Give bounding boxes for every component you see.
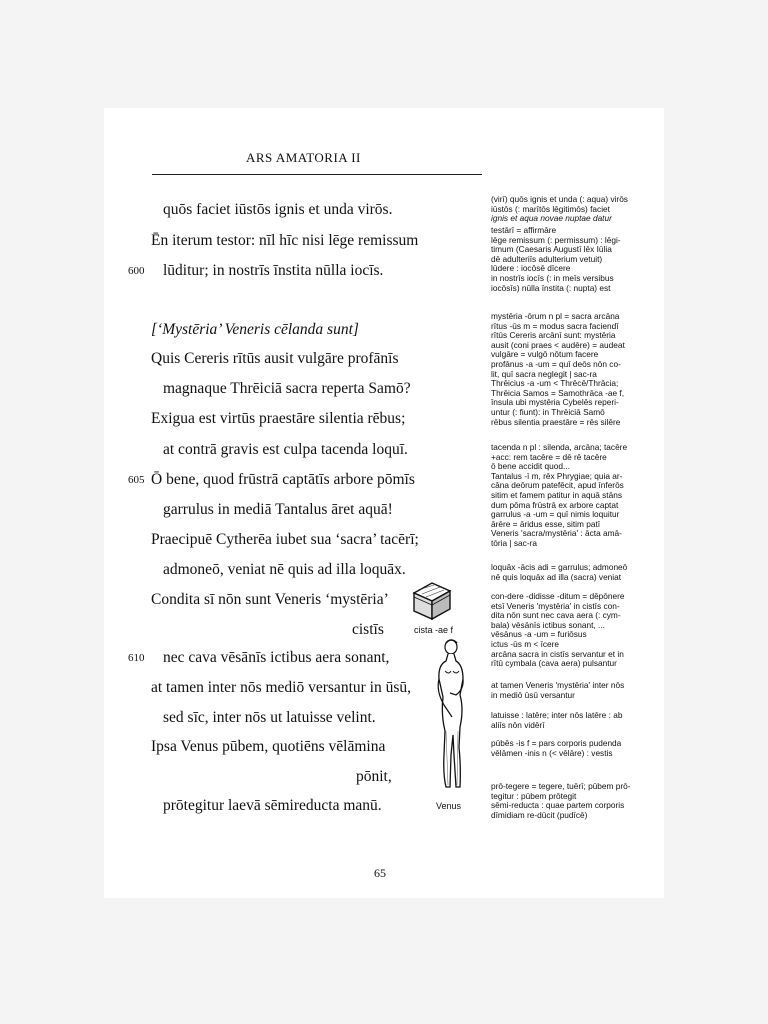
gloss-line: rītū cymbala (cava aera) pulsantur (491, 658, 617, 669)
gloss-line: profānus -a -um = quī deōs nōn co- (491, 358, 621, 369)
gloss-line: nē quis loquāx ad illa (sacra) veniat (491, 571, 622, 582)
gloss-line: ictus -ūs m < īcere (491, 638, 560, 649)
verse-line: pōnit, (356, 768, 392, 785)
gloss-line: cāna deōrum patefēcit, apud īnferōs (491, 480, 624, 491)
gloss-block (491, 195, 628, 224)
gloss-block (491, 592, 625, 669)
verse-line: cistīs (352, 621, 384, 638)
running-head: ARS AMATORIA II (246, 150, 361, 165)
gloss-line: Veneris 'sacra/mystēria' : ācta amā- (491, 528, 622, 539)
venus-illustration (430, 635, 472, 797)
verse-line: at contrā gravis est culpa tacenda loquī. (163, 441, 408, 458)
gloss-line: aliīs nōn vidērī (491, 719, 545, 730)
gloss-line: dum pōma frūstrā ex arbore captat (491, 499, 619, 510)
gloss-block (491, 739, 621, 758)
verse-line: garrulus in mediā Tantalus āret aquā! (163, 501, 393, 518)
verse-line: Praecipuē Cytherēa iubet sua ‘sacra’ tacērī; (151, 531, 419, 548)
gloss-line: prō-tegere = tegere, tuērī; pūbem prō- (491, 781, 631, 791)
gloss-line: arcāna sacra in cistīs servantur et in (491, 648, 624, 659)
gloss-line: lēge remissum (: permissum) : lēgi- (491, 234, 621, 245)
gloss-line: sitim et famem patitur in aquā stāns (491, 489, 622, 500)
verse-line: nec cava vēsānīs ictibus aera sonant, (163, 649, 390, 666)
line-number: 600 (128, 265, 145, 277)
gloss-line: dē adulteriīs adulterium vetuit) (491, 253, 603, 264)
gloss-line: rītus -ūs m = modus sacra faciendī (491, 320, 619, 331)
gloss-line: pūbēs -is f = pars corporis pudenda (491, 738, 622, 748)
gloss-line: bala) vēsānīs ictibus sonant, ... (491, 619, 605, 630)
gloss-line: loquāx -ācis adi = garrulus; admoneō (491, 562, 628, 572)
gloss-line: Thrēicia Samos = Samothrāca -ae f, (491, 387, 625, 398)
verse-line: Exigua est virtūs praestāre silentia rēbus; (151, 410, 406, 427)
gloss-line: latuisse : latēre; inter nōs latēre : ab (491, 710, 623, 720)
gloss-line: lūdere : iocōsē dīcere (491, 263, 571, 274)
gloss-line: īnsula ubi mystēria Cybelēs reperi- (491, 397, 619, 408)
gloss-line: tegitur : pūbem prōtegit (491, 790, 577, 801)
verse-line: Ipsa Venus pūbem, quotiēns vēlāmina (151, 738, 386, 755)
line-number: 610 (128, 652, 145, 664)
verse-line: lūditur; in nostrīs īnstita nūlla iocīs. (163, 262, 384, 279)
venus-caption: Venus (436, 801, 462, 811)
gloss-line: lit, quī sacra neglegit | sac-ra (491, 368, 597, 379)
gloss-line: tacenda n pl : silenda, arcāna; tacēre (491, 442, 628, 452)
gloss-line: in mediō ūsū versantur (491, 689, 575, 700)
gloss-line: garrulus -a -um = quī nimis loquitur (491, 509, 620, 520)
gloss-line: mystēria -ōrum n pl = sacra arcāna (491, 311, 620, 321)
gloss-block (491, 782, 631, 820)
page-number: 65 (374, 866, 386, 880)
gloss-line: ausit (coni praes < audēre) = audeat (491, 339, 625, 350)
gloss-line: rītūs Cereris arcānī sunt: mystēria (491, 330, 616, 341)
verse-line: sed sīc, inter nōs ut latuisse velint. (163, 709, 376, 726)
gloss-line: iūstōs (: marītōs lēgitimōs) faciet (491, 203, 610, 214)
verse-line: Quis Cereris rītūs ausit vulgāre profānīs (151, 350, 399, 367)
gloss-line: vēsānus -a -um = furiōsus (491, 629, 587, 640)
gloss-block (491, 711, 622, 730)
gloss-line: rēbus silentia praestāre = rēs silēre (491, 416, 621, 427)
line-number: 605 (128, 474, 145, 486)
gloss-line: Tantalus -ī m, rēx Phrygiae; quia ar- (491, 470, 623, 481)
gloss-line: dīmidiam re-dūcit (pudīcē) (491, 809, 588, 820)
gloss-line: in nostrīs iocīs (: in meīs versibus (491, 272, 614, 283)
cista-illustration (410, 579, 454, 623)
gloss-line: Thrēicius -a -um < Thrēcē/Thrācia; (491, 378, 619, 389)
gloss-line: untur (: fiunt): in Thrēiciā Samō (491, 406, 605, 417)
verse-line: prōtegitur laevā sēmireducta manū. (163, 797, 382, 814)
gloss-line: vēlāmen -inis n (< vēlāre) : vestis (491, 747, 613, 758)
gloss-block (491, 681, 624, 700)
gloss-line: etsī Veneris 'mystēria' in cistīs con- (491, 600, 620, 611)
verse-line: at tamen inter nōs mediō versantur in ūsū, (151, 679, 411, 696)
gloss-line: dita nōn sunt nec cava aera (: cym- (491, 610, 621, 621)
gloss-line: ō bene accidit quod... (491, 461, 570, 472)
gloss-line: (virī) quōs ignis et unda (: aqua) virōs (491, 194, 628, 204)
verse-line: admoneō, veniat nē quis ad illa loquāx. (163, 561, 406, 578)
gloss-block (491, 226, 621, 293)
verse-line: Condita sī nōn sunt Veneris ‘mystēria’ (151, 591, 389, 608)
gloss-block (491, 312, 625, 427)
gloss-line: at tamen Veneris 'mystēria' inter nōs (491, 680, 625, 690)
gloss-line: con-dere -didisse -ditum = dēpōnere (491, 591, 625, 601)
verse-line: quōs faciet iūstōs ignis et unda virōs. (163, 201, 393, 218)
verse-line: magnaque Thrēiciā sacra reperta Samō? (163, 380, 411, 397)
gloss-block (491, 563, 627, 582)
cista-caption: cista -ae f (414, 625, 454, 635)
header-rule (152, 174, 482, 175)
gloss-line: timum (Caesaris Augustī lēx Iūlia (491, 244, 612, 255)
gloss-line: iocōsīs) nūlla īnstita (: nupta) est (491, 282, 611, 293)
gloss-block (491, 443, 627, 549)
verse-line: Ō bene, quod frūstrā captātīs arbore pōmīs (151, 471, 415, 488)
section-heading: [‘Mystēria’ Veneris cēlanda sunt] (151, 321, 359, 338)
gloss-line: ārēre = āridus esse, sitim patī (491, 518, 601, 529)
gloss-line: tōria | sac-ra (491, 537, 537, 548)
gloss-line: vulgāre = vulgō nōtum facere (491, 349, 599, 360)
gloss-line: sēmi-reducta : quae partem corporis (491, 800, 625, 811)
gloss-line: ignis et aqua novae nuptae datur (491, 213, 612, 224)
gloss-line: testārī = affirmāre (491, 225, 557, 235)
verse-line: Ēn iterum testor: nīl hīc nisi lēge remissum (151, 232, 419, 249)
gloss-line: +acc: rem tacēre = dē rē tacēre (491, 451, 607, 462)
